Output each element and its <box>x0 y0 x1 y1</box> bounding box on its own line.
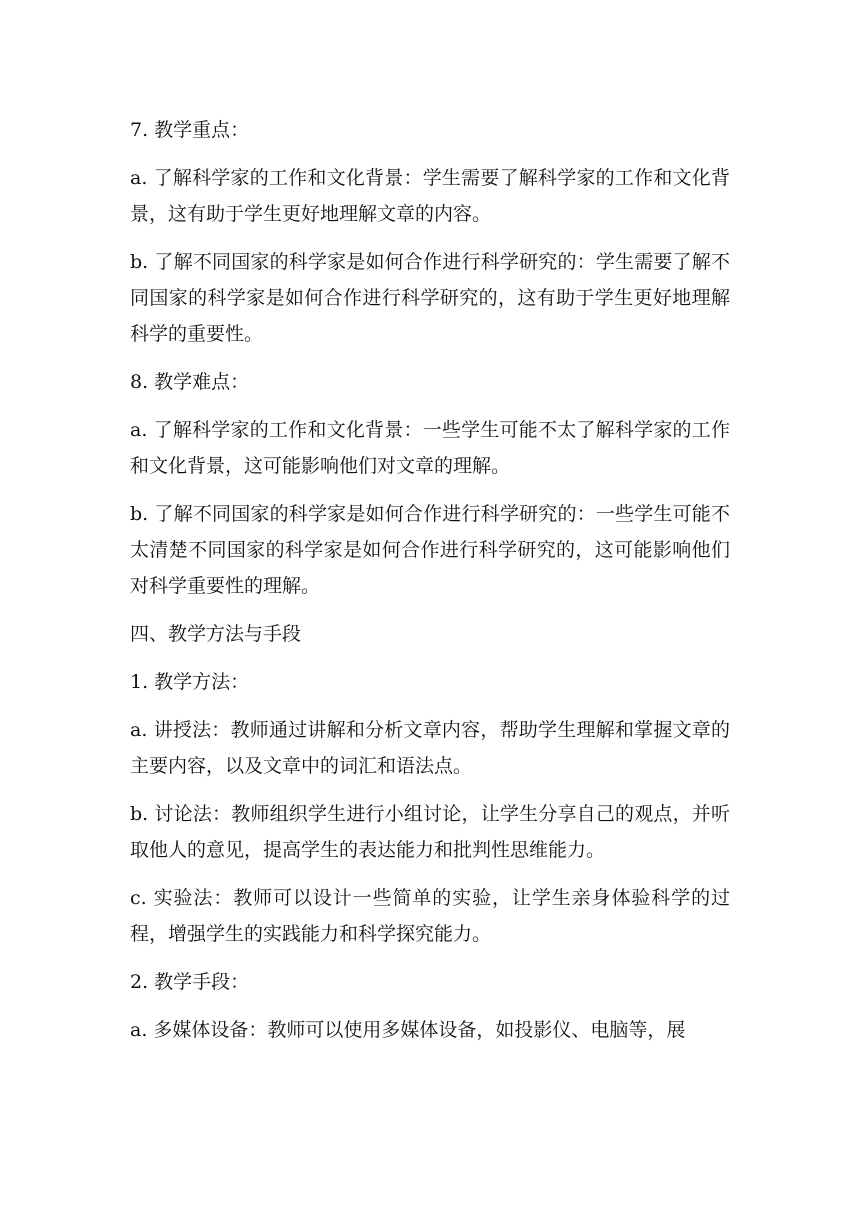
teaching-means-multimedia: a. 多媒体设备：教师可以使用多媒体设备，如投影仪、电脑等，展 <box>130 1019 686 1041</box>
section-heading-methods: 四、教学方法与手段 <box>130 623 302 645</box>
teaching-method-experiment: c. 实验法：教师可以设计一些简单的实验，让学生亲身体验科学的过程，增强学生的实践能力和科学探究能力。 <box>130 887 730 945</box>
teaching-focus-item-a: a. 了解科学家的工作和文化背景：学生需要了解科学家的工作和文化背景，这有助于学生更好地理解文章的内容。 <box>130 167 730 225</box>
teaching-methods-heading: 1. 教学方法： <box>130 671 250 693</box>
document-body <box>130 112 730 1060</box>
teaching-difficulty-heading: 8. 教学难点： <box>130 371 250 393</box>
teaching-difficulty-item-b: b. 了解不同国家的科学家是如何合作进行科学研究的：一些学生可能不太清楚不同国家的科学家是如何合作进行科学研究的，这可能影响他们对科学重要性的理解。 <box>130 503 730 597</box>
teaching-difficulty-item-a: a. 了解科学家的工作和文化背景：一些学生可能不太了解科学家的工作和文化背景，这可能影响他们对文章的理解。 <box>130 419 730 477</box>
teaching-method-discussion: b. 讨论法：教师组织学生进行小组讨论，让学生分享自己的观点，并听取他人的意见，提高学生的表达能力和批判性思维能力。 <box>130 803 730 861</box>
teaching-focus-item-b: b. 了解不同国家的科学家是如何合作进行科学研究的：学生需要了解不同国家的科学家是如何合作进行科学研究的，这有助于学生更好地理解科学的重要性。 <box>130 251 730 345</box>
teaching-focus-heading: 7. 教学重点： <box>130 119 250 141</box>
teaching-method-lecture: a. 讲授法：教师通过讲解和分析文章内容，帮助学生理解和掌握文章的主要内容，以及文章中的词汇和语法点。 <box>130 719 730 777</box>
teaching-means-heading: 2. 教学手段： <box>130 971 250 993</box>
